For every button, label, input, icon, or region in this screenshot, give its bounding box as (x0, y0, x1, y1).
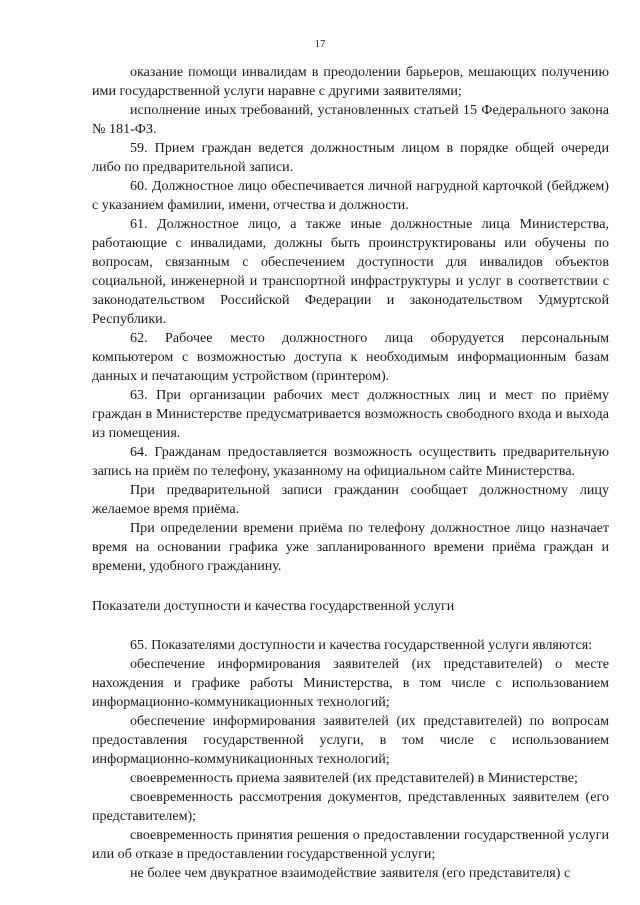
list-item: своевременность рассмотрения документов, представленных заявителем (его представителем); (92, 789, 609, 824)
paragraph-60: 60. Должностное лицо обеспечивается личной нагрудной карточкой (бейджем) с указанием фамилии, имени, отчества и должности. (92, 178, 609, 213)
paragraph: оказание помощи инвалидам в преодолении барьеров, мешающих получению ими государственной услуги наравне с другими заявителями; (92, 64, 609, 99)
list-item: обеспечение информирования заявителей (их представителей) о месте нахождения и графике работы Министерства, в том числе с использованием информационно-коммуникационных технологий; (92, 656, 609, 710)
paragraph-63: 63. При организации рабочих мест должностных лиц и мест по приёму граждан в Министерстве предусматривается возможность свободного входа и выхода из помещения. (92, 387, 609, 441)
paragraph: исполнение иных требований, установленных статьей 15 Федерального закона № 181-ФЗ. (92, 102, 609, 137)
paragraph-64: 64. Гражданам предоставляется возможность осуществить предварительную запись на приём по телефону, указанному на официальном сайте Министерства. (92, 444, 609, 479)
paragraph: При предварительной записи гражданин сообщает должностному лицу желаемое время приёма. (92, 482, 609, 517)
paragraph-61: 61. Должностное лицо, а также иные должностные лица Министерства, работающие с инвалидами, должны быть проинструктированы или обучены по вопросам, связанным с обеспечением доступности для инвалидов объектов социальной, инженерной и транспортной инфраструктуры и услуг в соответствии с законодательством Российской Федерации и законодательством Удмуртской Республики. (92, 216, 609, 327)
section-heading: Показатели доступности и качества государственной услуги (92, 598, 455, 614)
list-item: своевременность принятия решения о предоставлении государственной услуги или об отказе в предоставлении государственной услуги; (92, 827, 609, 862)
list-item: не более чем двукратное взаимодействие заявителя (его представителя) с (130, 865, 571, 881)
page-number: 17 (314, 38, 326, 50)
paragraph-65: 65. Показателями доступности и качества государственной услуги являются: (130, 637, 593, 653)
document-body (92, 63, 609, 883)
paragraph-62: 62. Рабочее место должностного лица оборудуется персональным компьютером с возможностью доступа к необходимым информационным базам данных и печатающим устройством (принтером). (92, 330, 609, 384)
list-item: своевременность приема заявителей (их представителей) в Министерстве; (130, 770, 578, 786)
list-item: обеспечение информирования заявителей (их представителей) по вопросам предоставления государственной услуги, в том числе с использованием информационно-коммуникационных технологий; (92, 713, 609, 767)
paragraph-59: 59. Прием граждан ведется должностным лицом в порядке общей очереди либо по предварительной записи. (92, 140, 609, 175)
paragraph: При определении времени приёма по телефону должностное лицо назначает время на основании графика уже запланированного времени приёма граждан и времени, удобного гражданину. (92, 520, 609, 574)
